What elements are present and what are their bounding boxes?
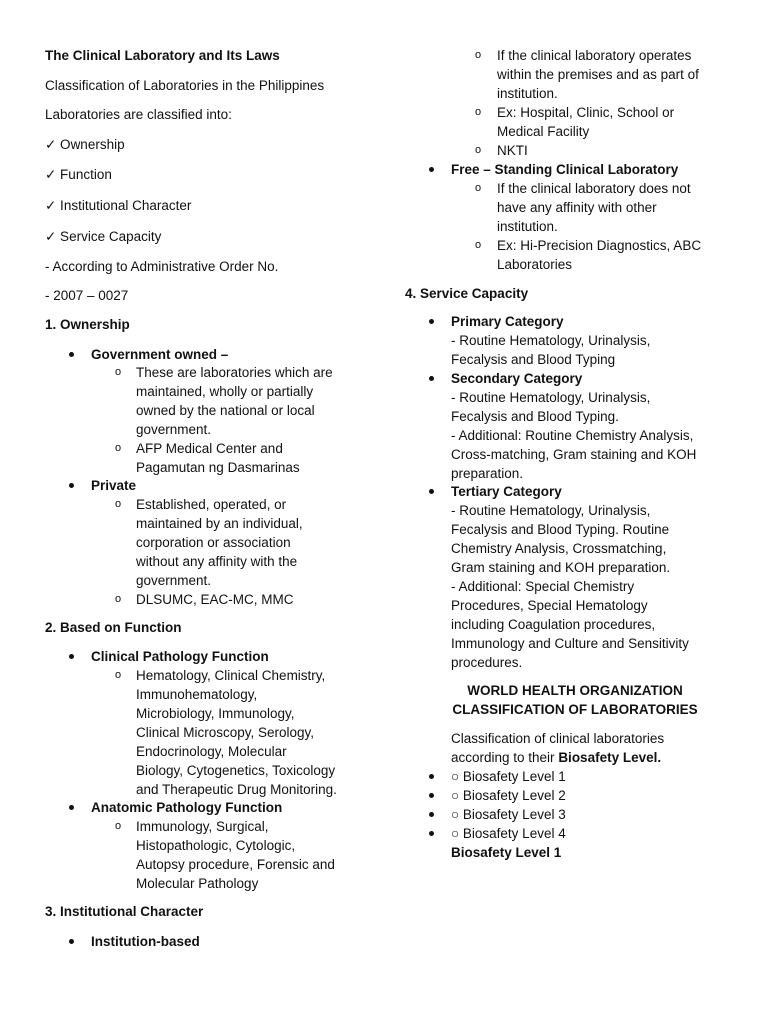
secondary-category-label: Secondary Category [451, 371, 583, 386]
who-paragraph-line-1: Classification of clinical laboratories [451, 731, 665, 746]
fs-sub-line: have any affinity with other [497, 200, 657, 215]
ib-sub-line: If the clinical laboratory operates [497, 48, 692, 63]
private-sub-line: corporation or association [136, 535, 291, 550]
secondary-line: preparation. [451, 466, 524, 481]
bullet-icon [429, 793, 434, 798]
bullet-icon [429, 489, 434, 494]
ap-sub-line: Immunology, Surgical, [136, 819, 269, 834]
private-label: Private [91, 478, 137, 493]
check-item-function: ✓ Function [45, 167, 112, 182]
ib-sub-line: within the premises and as part of [497, 67, 699, 82]
ib-sub-line: Ex: Hospital, Clinic, School or [497, 105, 675, 120]
ib-sub-line: NKTI [497, 143, 528, 158]
secondary-line: - Additional: Routine Chemistry Analysis, [451, 428, 694, 443]
biosafety-level-item: ○ Biosafety Level 2 [451, 788, 566, 803]
ao-line-2: - 2007 – 0027 [45, 288, 129, 303]
fs-sub-line: Laboratories [497, 257, 573, 272]
bullet-icon [429, 376, 434, 381]
secondary-line: Fecalysis and Blood Typing. [451, 409, 619, 424]
gov-sub-line: government. [136, 422, 212, 437]
who-paragraph-bold: Biosafety Level. [558, 750, 662, 765]
ap-sub-line: Autopsy procedure, Forensic and [136, 857, 335, 872]
tertiary-line: Gram staining and KOH preparation. [451, 560, 671, 575]
secondary-line: Cross-matching, Gram staining and KOH [451, 447, 697, 462]
sub-bullet-icon: o [475, 49, 482, 61]
sub-bullet-icon: o [115, 669, 122, 681]
tertiary-line: including Coagulation procedures, [451, 617, 656, 632]
bullet-icon [69, 939, 74, 944]
sub-bullet-icon: o [115, 498, 122, 510]
section-heading-function: 2. Based on Function [45, 620, 182, 635]
ao-line-1: - According to Administrative Order No. [45, 259, 279, 274]
sub-bullet-icon: o [475, 182, 482, 194]
private-sub-line: government. [136, 573, 212, 588]
bullet-icon [69, 805, 74, 810]
cp-sub-line: and Therapeutic Drug Monitoring. [136, 782, 337, 797]
cp-sub-line: Endocrinology, Molecular [136, 744, 287, 759]
ap-sub-line: Histopathologic, Cytologic, [136, 838, 296, 853]
sub-bullet-icon: o [115, 442, 122, 454]
fs-sub-line: institution. [497, 219, 558, 234]
gov-sub-line: AFP Medical Center and [136, 441, 283, 456]
anatomic-pathology-label: Anatomic Pathology Function [91, 800, 283, 815]
gov-sub-line: Pagamutan ng Dasmarinas [136, 460, 300, 475]
bullet-icon [69, 352, 74, 357]
primary-line: Fecalysis and Blood Typing [451, 352, 616, 367]
bullet-icon [429, 319, 434, 324]
tertiary-category-label: Tertiary Category [451, 484, 562, 499]
bullet-icon [429, 831, 434, 836]
check-item-ownership: ✓ Ownership [45, 137, 125, 152]
tertiary-line: Procedures, Special Hematology [451, 598, 648, 613]
ib-sub-line: institution. [497, 86, 558, 101]
cp-sub-line: Hematology, Clinical Chemistry, [136, 668, 326, 683]
cp-sub-line: Biology, Cytogenetics, Toxicology [136, 763, 336, 778]
intro-text: Laboratories are classified into: [45, 107, 232, 122]
ib-sub-line: Medical Facility [497, 124, 590, 139]
secondary-line: - Routine Hematology, Urinalysis, [451, 390, 651, 405]
biosafety-level-item: ○ Biosafety Level 3 [451, 807, 566, 822]
section-heading-ownership: 1. Ownership [45, 317, 130, 332]
gov-sub-line: These are laboratories which are [136, 365, 333, 380]
bullet-icon [429, 812, 434, 817]
bullet-icon [69, 654, 74, 659]
cp-sub-line: Microbiology, Immunology, [136, 706, 295, 721]
private-sub-line: maintained by an individual, [136, 516, 303, 531]
sub-bullet-icon: o [115, 820, 122, 832]
bullet-icon [429, 167, 434, 172]
cp-sub-line: Immunohematology, [136, 687, 258, 702]
institution-based-label: Institution-based [91, 934, 200, 949]
free-standing-label: Free – Standing Clinical Laboratory [451, 162, 679, 177]
fs-sub-line: Ex: Hi-Precision Diagnostics, ABC [497, 238, 702, 253]
ap-sub-line: Molecular Pathology [136, 876, 259, 891]
gov-owned-label: Government owned – [91, 347, 229, 362]
primary-line: - Routine Hematology, Urinalysis, [451, 333, 651, 348]
sub-bullet-icon: o [475, 144, 482, 156]
tertiary-line: Chemistry Analysis, Crossmatching, [451, 541, 667, 556]
cp-sub-line: Clinical Microscopy, Serology, [136, 725, 315, 740]
sub-bullet-icon: o [475, 239, 482, 251]
private-sub-line: without any affinity with the [136, 554, 298, 569]
private-sub-line: DLSUMC, EAC-MC, MMC [136, 592, 294, 607]
fs-sub-line: If the clinical laboratory does not [497, 181, 691, 196]
biosafety-level-item: ○ Biosafety Level 4 [451, 826, 566, 841]
bullet-icon [429, 774, 434, 779]
who-paragraph-text: according to their [451, 750, 559, 765]
primary-category-label: Primary Category [451, 314, 564, 329]
gov-sub-line: owned by the national or local [136, 403, 315, 418]
check-item-institutional: ✓ Institutional Character [45, 198, 192, 213]
tertiary-line: Fecalysis and Blood Typing. Routine [451, 522, 670, 537]
sub-bullet-icon: o [115, 366, 122, 378]
subtitle: Classification of Laboratories in the Philippines [45, 78, 325, 93]
private-sub-line: Established, operated, or [136, 497, 287, 512]
tertiary-line: - Additional: Special Chemistry [451, 579, 635, 594]
document-title: The Clinical Laboratory and Its Laws [45, 48, 280, 63]
biosafety-level-1-heading: Biosafety Level 1 [451, 845, 562, 860]
sub-bullet-icon: o [475, 106, 482, 118]
tertiary-line: Immunology and Culture and Sensitivity [451, 636, 689, 651]
who-heading-line-2: CLASSIFICATION OF LABORATORIES [452, 702, 698, 717]
gov-sub-line: maintained, wholly or partially [136, 384, 314, 399]
check-item-service: ✓ Service Capacity [45, 229, 162, 244]
section-heading-institutional: 3. Institutional Character [45, 904, 204, 919]
sub-bullet-icon: o [115, 593, 122, 605]
who-heading-line-1: WORLD HEALTH ORGANIZATION [467, 683, 683, 698]
clinical-pathology-label: Clinical Pathology Function [91, 649, 269, 664]
tertiary-line: - Routine Hematology, Urinalysis, [451, 503, 651, 518]
tertiary-line: procedures. [451, 655, 523, 670]
biosafety-level-item: ○ Biosafety Level 1 [451, 769, 566, 784]
who-paragraph-line-2 [451, 748, 661, 767]
bullet-icon [69, 483, 74, 488]
section-heading-service-capacity: 4. Service Capacity [405, 286, 529, 301]
